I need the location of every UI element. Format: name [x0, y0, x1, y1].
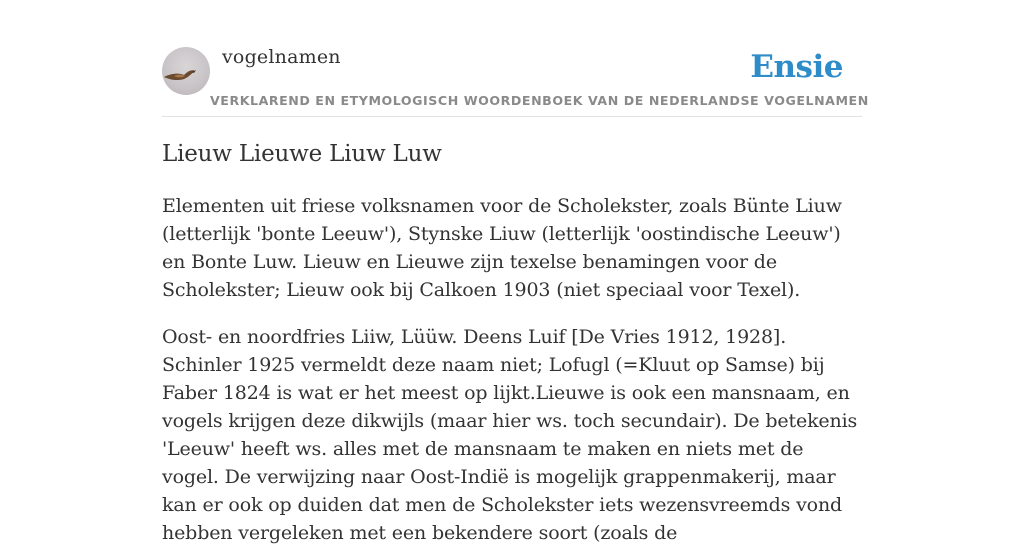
site-header	[162, 0, 869, 117]
entry-paragraph: Elementen uit friese volksnamen voor de Scholekster, zoals Bünte Liuw (letterlijk 'bonte Leeuw'), Stynske Liuw (letterlijk 'oostindische Leeuw') en Bonte Luw. Lieuw en Lieuwe zijn texelse benamingen voor de Scholekster; Lieuw ook bij Calkoen 1903 (niet speciaal voor Texel).	[162, 195, 842, 301]
entry-content	[162, 138, 864, 547]
site-tagline: VERKLAREND EN ETYMOLOGISCH WOORDENBOEK VAN DE NEDERLANDSE VOGELNAMEN	[210, 93, 869, 108]
entry-paragraph: Oost- en noordfries Liiw, Lüüw. Deens Luif [De Vries 1912, 1928]. Schinler 1925 vermeldt deze naam niet; Lofugl (=Kluut op Samse) bij Faber 1824 is wat er het meest op lijkt.Lieuwe is ook een mansnaam, en vogels krijgen deze dikwijls (maar hier ws. toch secundair). De betekenis 'Leeuw' heeft ws. alles met de mansnaam te maken en niets met de vogel. De verwijzing naar Oost-Indië is mogelijk grappenmakerij, maar kan er ook op duiden dat men de Scholekster iets wezensvreemds vond hebben vergeleken met een bekendere soort (zoals de	[162, 326, 858, 544]
brand-logo[interactable]: Ensie	[750, 49, 843, 85]
avatar[interactable]	[162, 47, 210, 95]
bird-photo-icon	[162, 47, 210, 95]
site-name[interactable]: vogelnamen	[222, 46, 341, 68]
entry-title: Lieuw Lieuwe Liuw Luw	[162, 141, 442, 167]
